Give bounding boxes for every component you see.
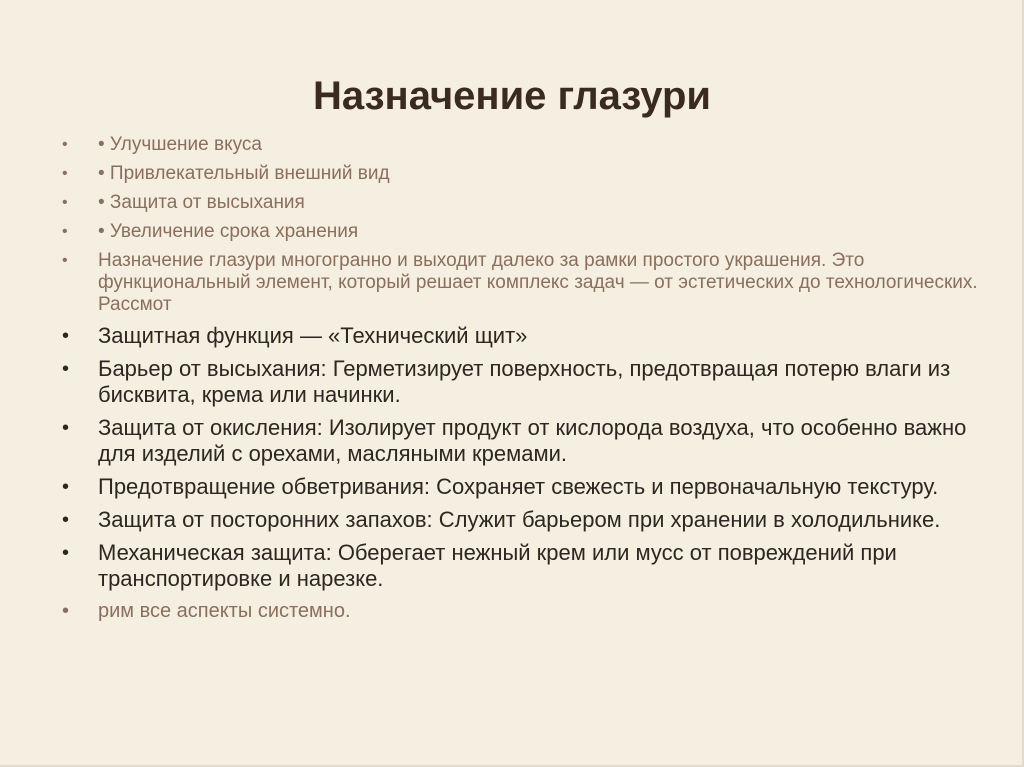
- bullet-marker: •: [62, 194, 68, 211]
- list-item-text: • Привлекательный внешний вид: [98, 163, 390, 184]
- bullet-marker: •: [62, 417, 70, 439]
- bullet-marker: •: [62, 542, 70, 564]
- bullet-marker: •: [62, 509, 70, 531]
- list-item-text: Барьер от высыхания: Герметизирует поверхность, предотвращая потерю влаги из бисквита, крема или начинки.: [98, 356, 951, 407]
- list-item: [62, 221, 982, 243]
- list-item: [62, 507, 982, 533]
- list-item-text: • Увеличение срока хранения: [98, 221, 359, 242]
- slide-title: Назначение глазури: [313, 74, 711, 118]
- list-item: [62, 163, 982, 185]
- bullet-marker: •: [62, 358, 70, 380]
- bullet-list: [62, 134, 982, 623]
- list-item-text: Защитная функция — «Технический щит»: [98, 323, 528, 348]
- list-item: [62, 356, 982, 408]
- list-item: [62, 599, 982, 623]
- list-item-text: Назначение глазури многогранно и выходит далеко за рамки простого украшения. Это функциональный элемент, который решает комплекс задач — от эстетических до технологических. Рассмот: [98, 250, 978, 315]
- bullet-marker: •: [62, 600, 70, 622]
- list-item-text: Предотвращение обветривания: Сохраняет свежесть и первоначальную текстуру.: [98, 474, 939, 499]
- list-item: [62, 250, 982, 316]
- list-item-text: Защита от окисления: Изолирует продукт от кислорода воздуха, что особенно важно для изделий с орехами, масляными кремами.: [98, 415, 967, 466]
- bullet-marker: •: [62, 223, 68, 240]
- list-item: [62, 134, 982, 156]
- bullet-marker: •: [62, 136, 68, 153]
- list-item-text: Механическая защита: Оберегает нежный крем или мусс от повреждений при транспортировке и нарезке.: [98, 540, 897, 591]
- list-item-text: • Защита от высыхания: [98, 192, 305, 213]
- list-item-text: рим все аспекты системно.: [98, 600, 351, 622]
- list-item-text: • Улучшение вкуса: [98, 134, 262, 155]
- list-item: [62, 192, 982, 214]
- list-item: [62, 540, 982, 592]
- bullet-marker: •: [62, 325, 70, 347]
- bullet-marker: •: [62, 165, 68, 182]
- list-item: [62, 323, 982, 349]
- list-item: [62, 415, 982, 467]
- bullet-marker: •: [62, 252, 68, 269]
- list-item-text: Защита от посторонних запахов: Служит барьером при хранении в холодильнике.: [98, 507, 941, 532]
- list-item: [62, 474, 982, 500]
- bullet-marker: •: [62, 476, 70, 498]
